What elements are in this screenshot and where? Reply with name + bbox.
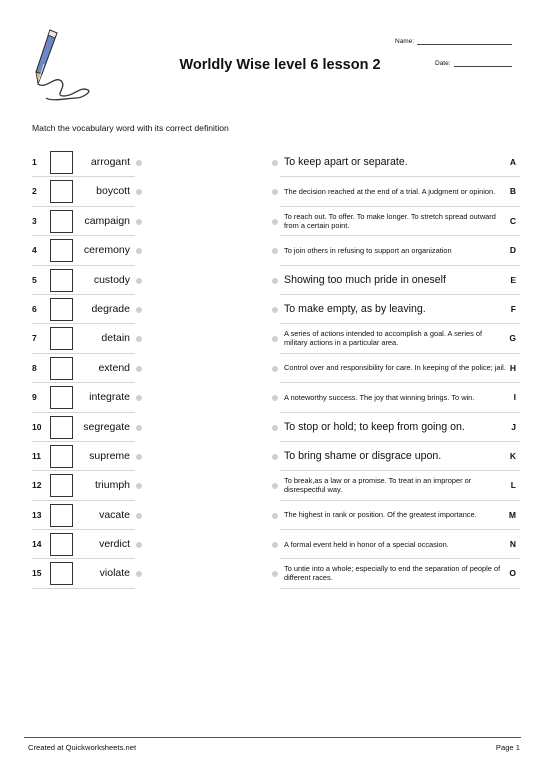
date-line[interactable] [454, 66, 512, 67]
definition-bullet-icon [272, 425, 278, 431]
definition-letter: M [508, 509, 516, 520]
definition-cell [280, 383, 520, 412]
definition-bullet-icon [272, 189, 278, 195]
definition-cell [280, 354, 520, 383]
word-cell [32, 442, 135, 471]
word-bullet-icon [136, 278, 142, 284]
word-bullet-icon [136, 513, 142, 519]
definition-letter: H [509, 362, 516, 373]
vocab-word: detain [101, 332, 130, 345]
item-number: 1 [32, 157, 37, 167]
item-number: 6 [32, 303, 37, 314]
definition-text: A formal event held in honor of a special occasion. [284, 539, 449, 549]
word-bullet-icon [136, 219, 142, 225]
word-cell [32, 413, 135, 442]
definition-bullet-icon [272, 542, 278, 548]
word-cell [32, 471, 135, 500]
answer-box[interactable] [50, 562, 73, 585]
item-number: 10 [32, 421, 42, 432]
definition-cell [280, 501, 520, 530]
word-cell [32, 207, 135, 236]
table-row [32, 413, 520, 442]
word-cell [32, 177, 135, 206]
pen-logo-icon [28, 28, 100, 104]
answer-box[interactable] [50, 533, 73, 556]
table-row [32, 324, 520, 353]
word-bullet-icon [136, 395, 142, 401]
answer-box[interactable] [50, 416, 73, 439]
table-row [32, 442, 520, 471]
answer-box[interactable] [50, 269, 73, 292]
answer-box[interactable] [50, 386, 73, 409]
definition-bullet-icon [272, 483, 278, 489]
definition-cell [280, 207, 520, 236]
name-label: Name: [395, 38, 415, 45]
name-line[interactable] [417, 44, 512, 45]
definition-letter: E [510, 274, 516, 285]
answer-box[interactable] [50, 357, 73, 380]
item-number: 4 [32, 245, 37, 256]
definition-bullet-icon [272, 395, 278, 401]
answer-box[interactable] [50, 298, 73, 321]
table-row [32, 266, 520, 295]
word-cell [32, 236, 135, 265]
vocab-word: verdict [99, 538, 130, 551]
page-number: Page 1 [495, 743, 520, 752]
word-cell [32, 148, 135, 177]
answer-box[interactable] [50, 327, 73, 350]
answer-box[interactable] [50, 239, 73, 262]
definition-text: A series of actions intended to accomplish a goal. A series of military actions in a particular area. [284, 329, 483, 348]
vocab-word: degrade [91, 302, 130, 315]
definition-cell [280, 559, 520, 588]
definition-letter: J [511, 421, 516, 432]
definition-letter: O [509, 568, 516, 579]
answer-box[interactable] [50, 180, 73, 203]
definition-bullet-icon [272, 160, 278, 166]
definition-text: Control over and responsibility for care. In keeping of the police; jail. [284, 363, 506, 373]
definition-letter: C [509, 215, 516, 226]
definition-bullet-icon [272, 336, 278, 342]
instructions: Match the vocabulary word with its correct definition [32, 123, 229, 133]
definition-text: To stop or hold; to keep from going on. [284, 420, 465, 433]
table-row [32, 354, 520, 383]
word-cell [32, 383, 135, 412]
word-bullet-icon [136, 571, 142, 577]
definition-letter: N [509, 539, 516, 550]
word-bullet-icon [136, 542, 142, 548]
definition-cell [280, 148, 520, 177]
vocab-word: ceremony [83, 244, 130, 257]
definition-cell [280, 442, 520, 471]
definition-bullet-icon [272, 248, 278, 254]
definition-letter: G [509, 333, 516, 344]
definition-bullet-icon [272, 278, 278, 284]
definition-letter: A [509, 157, 516, 167]
footer-credit: Created at Quickworksheets.net [28, 743, 137, 752]
item-number: 2 [32, 186, 37, 197]
item-number: 13 [32, 509, 42, 520]
word-bullet-icon [136, 248, 142, 254]
word-cell [32, 324, 135, 353]
item-number: 12 [32, 480, 42, 491]
definition-letter: B [509, 186, 516, 197]
definition-text: A noteworthy success. The joy that winning brings. To win. [284, 392, 475, 402]
definition-bullet-icon [272, 219, 278, 225]
word-cell [32, 266, 135, 295]
table-row [32, 559, 520, 588]
table-row [32, 177, 520, 206]
item-number: 3 [32, 215, 37, 226]
definition-text: To break,as a law or a promise. To treat in an improper or disrespectful way. [284, 476, 472, 495]
answer-box[interactable] [50, 504, 73, 527]
answer-box[interactable] [50, 151, 73, 174]
table-row [32, 295, 520, 324]
name-field[interactable] [395, 38, 512, 45]
definition-cell [280, 530, 520, 559]
word-cell [32, 559, 135, 588]
definition-text: The highest in rank or position. Of the greatest importance. [284, 510, 477, 520]
definition-cell [280, 324, 520, 353]
definition-bullet-icon [272, 513, 278, 519]
item-number: 9 [32, 392, 37, 403]
vocab-word: segregate [83, 420, 130, 433]
worksheet-title: Worldly Wise level 6 lesson 2 [179, 57, 381, 73]
table-row [32, 530, 520, 559]
definition-cell [280, 236, 520, 265]
item-number: 8 [32, 362, 37, 373]
vocab-word: triumph [94, 479, 130, 492]
item-number: 7 [32, 333, 37, 344]
table-row [32, 236, 520, 265]
table-row [32, 207, 520, 236]
answer-box[interactable] [50, 210, 73, 233]
word-bullet-icon [136, 307, 142, 313]
table-row [32, 471, 520, 500]
vocab-word: supreme [89, 449, 130, 462]
definition-letter: D [509, 245, 516, 256]
table-row [32, 501, 520, 530]
word-bullet-icon [136, 366, 142, 372]
vocab-word: integrate [89, 391, 130, 404]
word-bullet-icon [136, 483, 142, 489]
definition-text: To bring shame or disgrace upon. [284, 449, 442, 462]
item-number: 14 [32, 539, 42, 550]
definition-letter: K [509, 450, 516, 461]
definition-text: To make empty, as by leaving. [284, 302, 426, 315]
table-row [32, 383, 520, 412]
definition-bullet-icon [272, 571, 278, 577]
definition-text: To untie into a whole; especially to end the separation of people of different races. [284, 564, 501, 583]
word-cell [32, 501, 135, 530]
vocab-word: arrogant [90, 156, 130, 168]
vocab-word: custody [93, 273, 130, 286]
word-bullet-icon [136, 160, 142, 166]
vocab-word: extend [98, 361, 130, 374]
answer-box[interactable] [50, 474, 73, 497]
word-cell [32, 295, 135, 324]
item-number: 5 [32, 274, 37, 285]
item-number: 15 [32, 568, 42, 579]
word-cell [32, 530, 135, 559]
definition-bullet-icon [272, 366, 278, 372]
definition-text: Showing too much pride in oneself [284, 273, 446, 286]
word-bullet-icon [136, 454, 142, 460]
footer-divider [24, 737, 521, 738]
definition-text: To keep apart or separate. [284, 156, 408, 168]
definition-cell [280, 177, 520, 206]
definition-bullet-icon [272, 307, 278, 313]
definition-letter: I [513, 392, 516, 403]
table-row [32, 148, 520, 177]
date-label: Date: [435, 60, 451, 67]
vocab-word: boycott [96, 185, 130, 198]
definition-text: The decision reached at the end of a trial. A judgment or opinion. [284, 186, 496, 196]
word-cell [32, 354, 135, 383]
answer-box[interactable] [50, 445, 73, 468]
item-number: 11 [32, 450, 41, 461]
definition-bullet-icon [272, 454, 278, 460]
vocab-word: campaign [84, 214, 130, 227]
word-bullet-icon [136, 189, 142, 195]
word-bullet-icon [136, 336, 142, 342]
definition-letter: F [510, 303, 516, 314]
date-field[interactable] [435, 60, 512, 67]
definition-cell [280, 266, 520, 295]
vocab-word: vacate [99, 508, 130, 521]
definition-cell [280, 471, 520, 500]
match-table [32, 148, 520, 589]
definition-cell [280, 413, 520, 442]
word-bullet-icon [136, 425, 142, 431]
definition-text: To join others in refusing to support an organization [284, 245, 452, 255]
definition-letter: L [510, 480, 516, 491]
vocab-word: violate [99, 567, 130, 580]
definition-cell [280, 295, 520, 324]
definition-text: To reach out. To offer. To make longer. To stretch spread outward from a certain point. [284, 211, 496, 230]
